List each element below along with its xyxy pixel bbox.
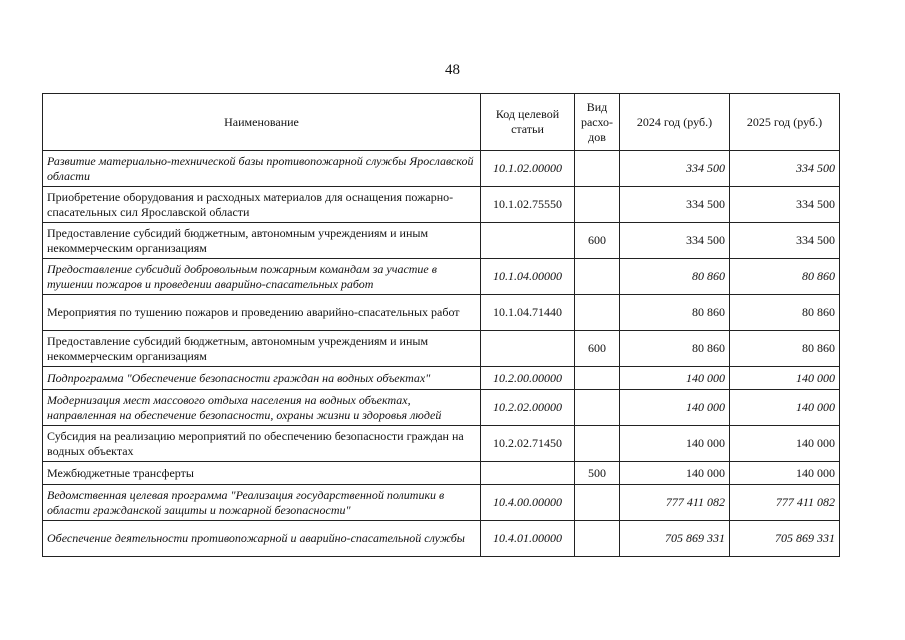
row-kind (575, 151, 620, 187)
row-2025: 80 860 (730, 295, 840, 331)
row-2024: 705 869 331 (620, 521, 730, 557)
row-2024: 777 411 082 (620, 485, 730, 521)
table-row (43, 331, 840, 367)
row-2025: 80 860 (730, 331, 840, 367)
row-kind (575, 521, 620, 557)
row-2025: 140 000 (730, 462, 840, 485)
row-name: Обеспечение деятельности противопожарной и аварийно-спасательной службы (43, 521, 481, 557)
row-code: 10.2.00.00000 (481, 367, 575, 390)
row-name: Развитие материально-технической базы противопожарной службы Ярославской области (43, 151, 481, 187)
table-row (43, 187, 840, 223)
table-row (43, 223, 840, 259)
row-2024: 334 500 (620, 151, 730, 187)
row-2024: 140 000 (620, 390, 730, 426)
row-name: Мероприятия по тушению пожаров и проведению аварийно-спасательных работ (43, 295, 481, 331)
header-kind: Вид расхо-дов (575, 94, 620, 151)
row-kind (575, 426, 620, 462)
row-2025: 705 869 331 (730, 521, 840, 557)
row-2024: 334 500 (620, 187, 730, 223)
table-row (43, 259, 840, 295)
row-code: 10.4.00.00000 (481, 485, 575, 521)
row-2024: 140 000 (620, 367, 730, 390)
row-name: Приобретение оборудования и расходных материалов для оснащения пожарно-спасательных сил Ярославской области (43, 187, 481, 223)
table-row (43, 295, 840, 331)
row-2025: 140 000 (730, 367, 840, 390)
row-name: Ведомственная целевая программа "Реализация государственной политики в области гражданской защиты и пожарной безопасности" (43, 485, 481, 521)
page-number: 48 (445, 62, 460, 78)
header-2025: 2025 год (руб.) (730, 94, 840, 151)
table-row (43, 390, 840, 426)
row-2025: 334 500 (730, 151, 840, 187)
row-kind (575, 259, 620, 295)
row-2025: 140 000 (730, 426, 840, 462)
row-code: 10.2.02.71450 (481, 426, 575, 462)
row-kind (575, 390, 620, 426)
row-code: 10.1.04.71440 (481, 295, 575, 331)
row-2025: 140 000 (730, 390, 840, 426)
row-2024: 140 000 (620, 426, 730, 462)
row-name: Межбюджетные трансферты (43, 462, 481, 485)
header-name: Наименование (43, 94, 481, 151)
row-name: Предоставление субсидий бюджетным, автономным учреждениям и иным некоммерческим организациям (43, 223, 481, 259)
row-kind (575, 187, 620, 223)
row-kind: 600 (575, 223, 620, 259)
row-kind: 600 (575, 331, 620, 367)
table-row (43, 462, 840, 485)
row-code (481, 331, 575, 367)
row-kind (575, 295, 620, 331)
table-row (43, 151, 840, 187)
table-row (43, 521, 840, 557)
row-2025: 80 860 (730, 259, 840, 295)
row-2024: 334 500 (620, 223, 730, 259)
budget-table (42, 93, 840, 557)
row-2024: 80 860 (620, 295, 730, 331)
row-2025: 334 500 (730, 187, 840, 223)
row-code (481, 223, 575, 259)
row-2024: 140 000 (620, 462, 730, 485)
row-name: Модернизация мест массового отдыха населения на водных объектах, направленная на обеспечение безопасности, охраны жизни и здоровья людей (43, 390, 481, 426)
header-code: Код целевой статьи (481, 94, 575, 151)
row-code: 10.1.04.00000 (481, 259, 575, 295)
row-code: 10.4.01.00000 (481, 521, 575, 557)
row-name: Подпрограмма "Обеспечение безопасности граждан на водных объектах" (43, 367, 481, 390)
row-code: 10.2.02.00000 (481, 390, 575, 426)
row-code: 10.1.02.75550 (481, 187, 575, 223)
table-row (43, 426, 840, 462)
row-2025: 334 500 (730, 223, 840, 259)
row-name: Предоставление субсидий бюджетным, автономным учреждениям и иным некоммерческим организациям (43, 331, 481, 367)
row-kind (575, 367, 620, 390)
row-kind: 500 (575, 462, 620, 485)
row-code: 10.1.02.00000 (481, 151, 575, 187)
table-row (43, 367, 840, 390)
row-2024: 80 860 (620, 259, 730, 295)
row-2024: 80 860 (620, 331, 730, 367)
row-name: Субсидия на реализацию мероприятий по обеспечению безопасности граждан на водных объектах (43, 426, 481, 462)
row-kind (575, 485, 620, 521)
header-2024: 2024 год (руб.) (620, 94, 730, 151)
row-2025: 777 411 082 (730, 485, 840, 521)
table-header-row (43, 94, 840, 151)
row-name: Предоставление субсидий добровольным пожарным командам за участие в тушении пожаров и проведении аварийно-спасательных работ (43, 259, 481, 295)
table-row (43, 485, 840, 521)
row-code (481, 462, 575, 485)
